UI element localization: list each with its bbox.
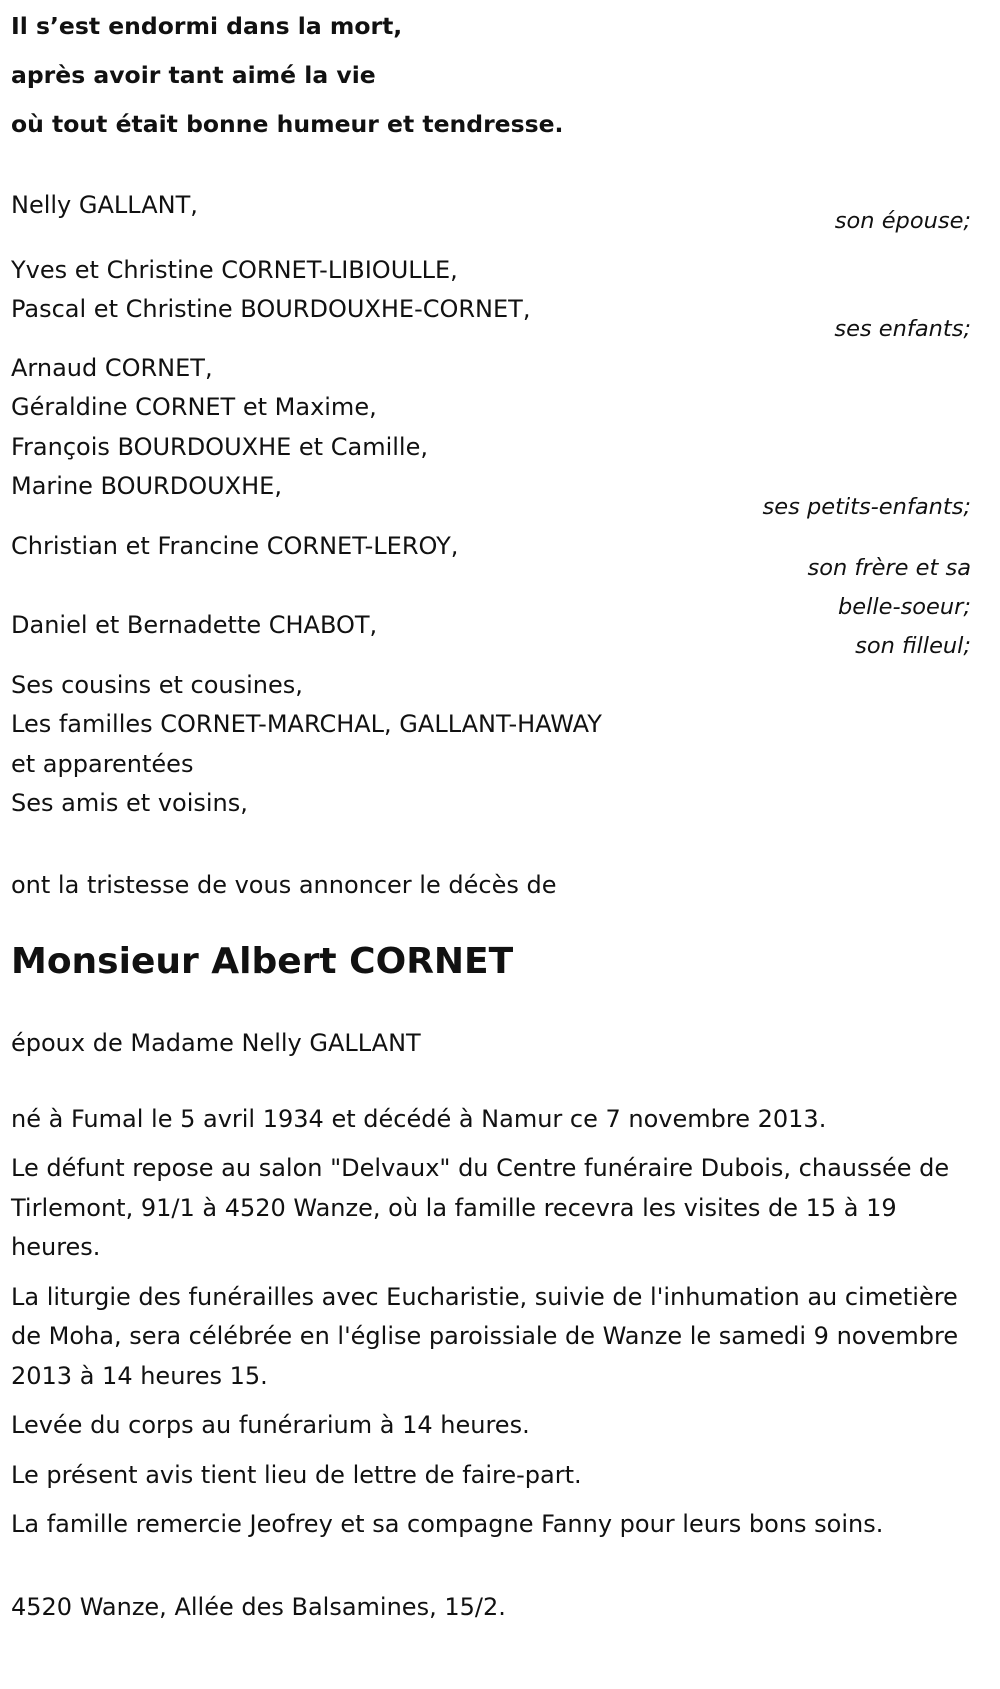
family-group-godson bbox=[11, 606, 989, 666]
detail-paragraph: Le présent avis tient lieu de lettre de faire-part. bbox=[11, 1460, 582, 1489]
family-name: Nelly GALLANT, bbox=[11, 191, 198, 219]
announcement-text: ont la tristesse de vous annoncer le décès de bbox=[11, 870, 557, 899]
family-name: Daniel et Bernadette CHABOT, bbox=[11, 611, 378, 639]
family-group-spouse bbox=[11, 186, 989, 241]
family-name: Yves et Christine CORNET-LIBIOULLE, bbox=[11, 255, 458, 284]
detail-paragraph: La famille remercie Jeofrey et sa compagne Fanny pour leurs bons soins. bbox=[11, 1510, 884, 1538]
family-name: Ses amis et voisins, bbox=[11, 789, 248, 817]
address-line: 4520 Wanze, Allée des Balsamines, 15/2. bbox=[11, 1592, 506, 1621]
detail-paragraph: Levée du corps au funérarium à 14 heures. bbox=[11, 1411, 530, 1439]
family-role: son filleul; bbox=[855, 632, 971, 659]
notice-details bbox=[11, 1100, 989, 1545]
family-list bbox=[11, 186, 989, 824]
family-name: Pascal et Christine BOURDOUXHE-CORNET, bbox=[11, 295, 531, 323]
detail-paragraph: né à Fumal le 5 avril 1934 et décédé à Namur ce 7 novembre 2013. bbox=[11, 1104, 827, 1133]
epigraph-line: Il s’est endormi dans la mort, bbox=[11, 12, 403, 40]
epigraph-line: où tout était bonne humeur et tendresse. bbox=[11, 110, 564, 138]
family-group-children bbox=[11, 251, 989, 349]
family-role: ses enfants; bbox=[834, 315, 971, 342]
deceased-name: Monsieur Albert CORNET bbox=[11, 940, 514, 982]
family-role: son épouse; bbox=[834, 207, 971, 234]
epigraph bbox=[11, 0, 989, 149]
spouse-line: époux de Madame Nelly GALLANT bbox=[11, 1028, 421, 1057]
family-name: Christian et Francine CORNET-LEROY, bbox=[11, 531, 459, 560]
family-name: Les familles CORNET-MARCHAL, GALLANT-HAWAY bbox=[11, 710, 602, 738]
detail-paragraph: Le défunt repose au salon "Delvaux" du Centre funéraire Dubois, chaussée de Tirlemont, 91/1 à 4520 Wanze, où la famille recevra les visites de 15 à 19 heures. bbox=[11, 1154, 950, 1261]
family-role: belle-soeur; bbox=[837, 594, 971, 620]
family-group-grandchildren bbox=[11, 349, 989, 527]
epigraph-line: après avoir tant aimé la vie bbox=[11, 61, 376, 89]
family-name: Marine BOURDOUXHE, bbox=[11, 472, 282, 500]
family-name: Arnaud CORNET, bbox=[11, 353, 213, 382]
family-group-relatives bbox=[11, 666, 989, 824]
detail-paragraph: La liturgie des funérailles avec Eucharistie, suivie de l'inhumation au cimetière de Moha, sera célébrée en l'église paroissiale de Wanze le samedi 9 novembre 2013 à 14 heures 15. bbox=[11, 1282, 959, 1390]
family-role: ses petits-enfants; bbox=[762, 493, 971, 520]
family-name: Géraldine CORNET et Maxime, bbox=[11, 393, 377, 421]
family-name: et apparentées bbox=[11, 749, 194, 778]
family-name: Ses cousins et cousines, bbox=[11, 670, 303, 699]
family-role: son frère et sa bbox=[807, 555, 971, 581]
family-name: François BOURDOUXHE et Camille, bbox=[11, 432, 428, 461]
